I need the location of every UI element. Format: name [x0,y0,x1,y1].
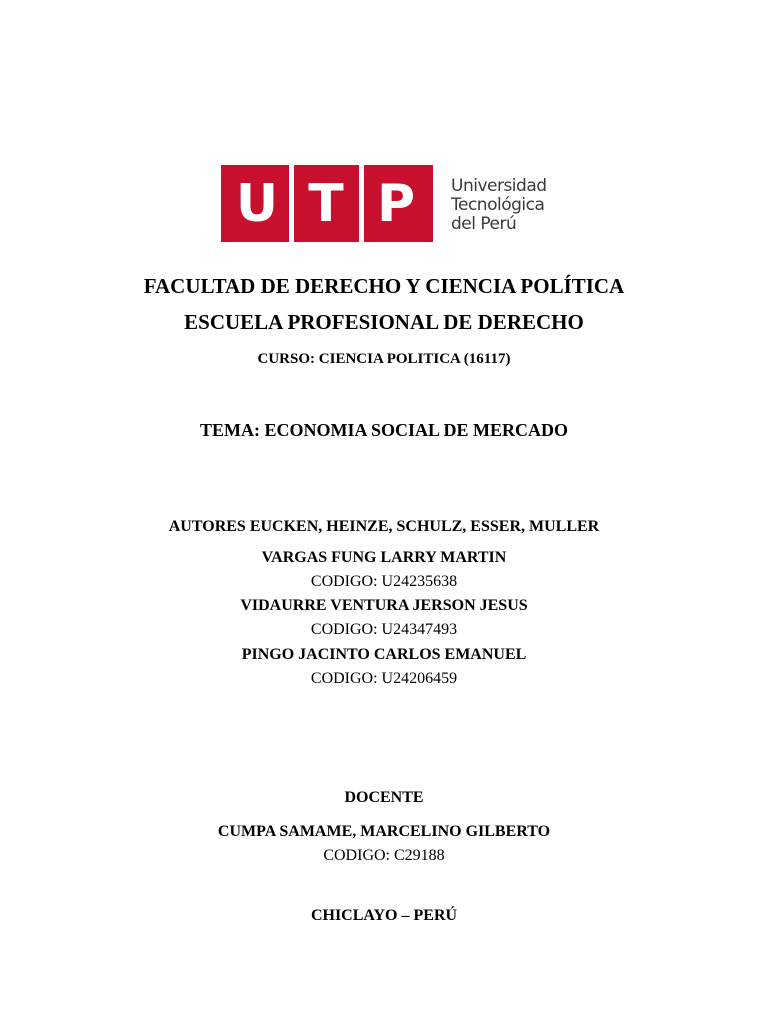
place-line: CHICLAYO – PERÚ [310,907,458,924]
logo-letter-u: U [235,174,279,234]
school-title: ESCUELA PROFESIONAL DE DERECHO [184,310,584,334]
logo-text-line-2: Tecnológica [451,195,545,215]
student-name-3: PINGO JACINTO CARLOS EMANUEL [241,646,527,663]
logo-wordmark [451,177,547,234]
course-line: CURSO: CIENCIA POLITICA (16117) [257,351,511,367]
student-code-2: CODIGO: U24347493 [310,621,458,638]
faculty-title: FACULTAD DE DERECHO Y CIENCIA POLÍTICA [143,274,625,298]
student-code-3: CODIGO: U24206459 [310,670,458,687]
logo-text-line-3: del Perú [451,214,517,234]
teacher-code: CODIGO: C29188 [323,847,445,864]
logo-letter-p: P [376,174,416,234]
authors-line: AUTORES EUCKEN, HEINZE, SCHULZ, ESSER, MULLER [168,518,600,535]
student-code-1: CODIGO: U24235638 [310,573,458,590]
university-logo [221,165,551,242]
teacher-name: CUMPA SAMAME, MARCELINO GILBERTO [217,823,551,840]
student-name-1: VARGAS FUNG LARRY MARTIN [261,549,507,566]
teacher-label: DOCENTE [344,789,424,806]
logo-text-line-1: Universidad [451,176,547,196]
topic-line: TEMA: ECONOMIA SOCIAL DE MERCADO [199,420,569,440]
logo-letter-t: T [308,174,344,234]
student-name-2: VIDAURRE VENTURA JERSON JESUS [240,597,528,614]
